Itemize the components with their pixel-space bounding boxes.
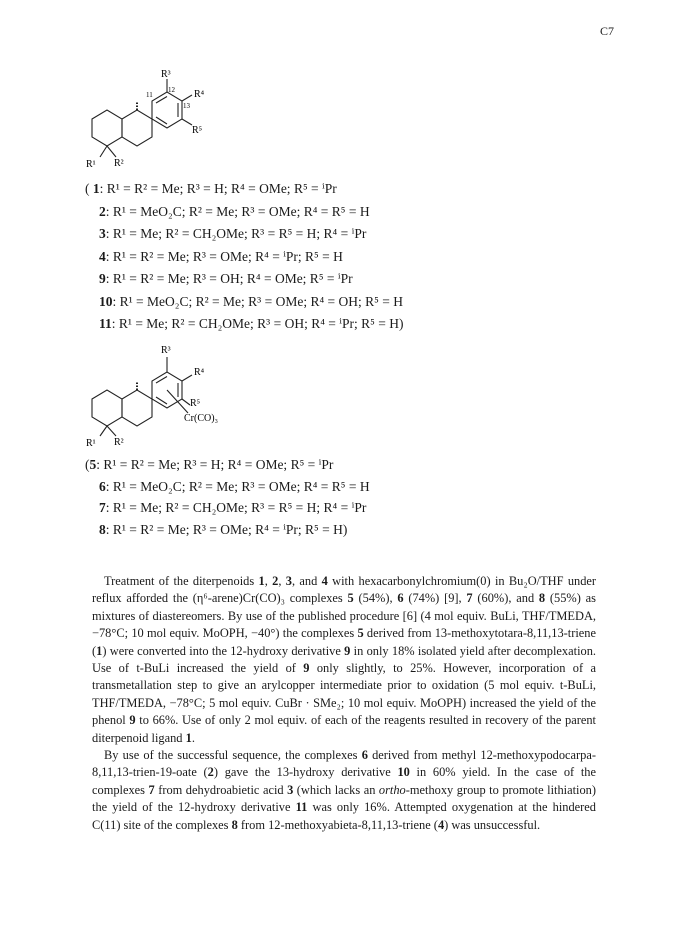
ring-a — [92, 110, 122, 146]
text-run: from dehydroabietic acid — [154, 782, 288, 797]
italic-term: ortho — [378, 782, 406, 797]
compound-substituents: : R¹ = R² = Me; R³ = OMe; R⁴ = ⁱPr; R⁵ = H — [105, 248, 343, 264]
text-run: ) gave the 13-hydroxy derivative — [213, 765, 398, 780]
compound-entry — [85, 521, 370, 543]
compound-entry — [85, 225, 403, 248]
text-run: (74%) [9], — [403, 591, 467, 606]
text-run: only slightly, to 25%. However, incorporation of a transmetallation step to give an arylcopper intermediate prior to oxidation (5 mol equiv. t-BuLi, THF/TMEDA, −78°C; 5 mol equiv. CuBr · SMe₂; 10 mol equiv. MoOPH) increased the yield of the phenol — [92, 661, 596, 728]
text-run: to 66%. Use of only 2 mol equiv. of each of the reagents resulted in recovery of the parent diterpenoid ligand — [92, 713, 596, 745]
ring-b — [122, 110, 152, 146]
compound-number: 8 — [99, 521, 106, 537]
compound-entry — [85, 499, 370, 521]
bracket: ) — [398, 316, 404, 331]
label-12: 12 — [168, 86, 175, 94]
compound-ref: 4 — [321, 574, 328, 588]
label-r5: R⁵ — [190, 398, 201, 409]
text-run: Treatment of the diterpenoids — [104, 574, 259, 588]
compound-ref: 3 — [285, 574, 292, 588]
compound-substituents: : R¹ = R² = Me; R³ = H; R⁴ = OMe; R⁵ = ⁱPr — [96, 457, 334, 472]
text-run: (54%), — [353, 591, 398, 606]
compound-substituents: : R¹ = R² = Me; R³ = OH; R⁴ = OMe; R⁵ = ⁱPr — [105, 271, 353, 286]
compound-substituents: : R¹ = MeO₂C; R² = Me; R³ = OMe; R⁴ = R⁵ = H — [105, 203, 370, 219]
text-run: (60%), and — [472, 591, 539, 606]
compound-number: 6 — [99, 478, 106, 494]
compound-ref: 5 — [347, 591, 354, 606]
compound-substituents: : R¹ = MeO₂C; R² = Me; R³ = OMe; R⁴ = R⁵ = H — [105, 478, 370, 494]
compound-ref: 5 — [357, 626, 364, 641]
compound-ref: 3 — [287, 782, 294, 797]
compound-ref: 9 — [129, 713, 136, 728]
compound-ref: 8 — [231, 817, 238, 832]
compound-list-2 — [85, 456, 370, 542]
compound-ref: 11 — [295, 800, 308, 815]
compound-substituents: : R¹ = Me; R² = CH₂OMe; R³ = OH; R⁴ = ⁱPr; R⁵ = H — [111, 316, 399, 331]
text-run: derived from methyl 12-methoxypodocarpa-8,11,13-trien-19-oate ( — [92, 748, 596, 780]
compound-number: 4 — [99, 248, 106, 264]
compound-ref: 2 — [207, 765, 214, 780]
compound-number: 3 — [99, 226, 106, 241]
compound-ref: 1 — [185, 730, 192, 745]
label-r1: R¹ — [86, 438, 96, 449]
compound-number: 9 — [99, 271, 106, 286]
text-run: (which lacks an — [293, 782, 379, 797]
label-r3: R³ — [161, 69, 171, 80]
compound-entry — [85, 270, 403, 293]
compound-substituents: : R¹ = Me; R² = CH₂OMe; R³ = R⁵ = H; R⁴ = ⁱPr — [105, 226, 367, 241]
compound-ref: 6 — [361, 748, 368, 763]
text-run: was only 16%. Attempted oxygenation at the hindered C(11) site of the complexes — [92, 800, 596, 832]
label-r4: R⁴ — [194, 89, 205, 100]
compound-ref: 6 — [397, 591, 404, 606]
compound-entry — [85, 248, 403, 271]
label-r5: R⁵ — [192, 125, 203, 136]
text-run: , — [278, 574, 286, 588]
page-number: C7 — [599, 24, 614, 38]
compound-ref: 4 — [437, 817, 445, 832]
compound-number: 1 — [92, 181, 100, 196]
text-run: (55%) as mixtures of diastereomers. By use of the published procedure [6] (4 mol equiv. BuLi, THF/TMEDA, −78°C; 10 mol equiv. MoOPH, −40°) the complexes — [92, 591, 596, 641]
text-run: derived from 13-methoxytotara-8,11,13-triene ( — [92, 626, 596, 658]
label-11: 11 — [146, 91, 153, 99]
text-run: from 12-methoxyabieta-8,11,13-triene ( — [237, 817, 438, 832]
bracket: ( — [85, 457, 90, 472]
compound-substituents: : R¹ = R² = Me; R³ = H; R⁴ = OMe; R⁵ = ⁱPr — [99, 181, 337, 196]
compound-ref: 10 — [397, 765, 410, 780]
body-text — [92, 573, 596, 834]
structure-diagram-2 — [70, 333, 270, 458]
compound-ref: 2 — [272, 574, 279, 588]
structure-diagram-1 — [70, 55, 270, 185]
compound-number: 5 — [89, 457, 97, 472]
label-r2: R² — [114, 437, 124, 448]
compound-ref: 9 — [344, 643, 351, 658]
compound-number: 7 — [99, 500, 106, 515]
text-run: -methoxy group to promote lithiation) the yield of the 12-hydroxy derivative — [92, 782, 596, 815]
compound-ref: 1 — [96, 643, 103, 658]
compound-entry — [85, 293, 403, 316]
text-run: in 60% yield. In the case of the complexes — [92, 765, 596, 797]
text-run: By use of the successful sequence, the complexes — [104, 748, 362, 763]
text-run: , and — [291, 574, 322, 588]
compound-substituents: : R¹ = R² = Me; R³ = OMe; R⁴ = ⁱPr; R⁵ = H — [105, 521, 343, 537]
text-run: , — [264, 574, 273, 588]
bracket: ( — [85, 181, 93, 196]
compound-substituents: : R¹ = Me; R² = CH₂OMe; R³ = R⁵ = H; R⁴ = ⁱPr — [105, 500, 367, 515]
text-run: with hexacarbonylchromium(0) in Bu₂O/THF under reflux afforded the (η⁶-arene)Cr(CO)₃ complexes — [92, 574, 597, 606]
compound-number: 2 — [99, 203, 106, 219]
text-run: ) were converted into the 12-hydroxy derivative — [102, 643, 345, 658]
label-r2: R² — [114, 158, 124, 169]
label-r1: R¹ — [86, 159, 96, 170]
label-13: 13 — [183, 102, 190, 110]
compound-ref: 9 — [303, 661, 310, 676]
label-crco3: Cr(CO)₃ — [184, 413, 219, 424]
compound-ref: 7 — [466, 591, 473, 606]
compound-ref: 7 — [148, 782, 155, 797]
bracket: ) — [342, 521, 348, 537]
text-run: ) was unsuccessful. — [444, 817, 541, 832]
paragraph-1 — [92, 573, 596, 747]
paragraph-2 — [92, 747, 596, 834]
compound-list-1 — [85, 180, 403, 338]
compound-entry — [85, 180, 403, 203]
compound-entry — [85, 203, 403, 226]
compound-substituents: : R¹ = MeO₂C; R² = Me; R³ = OMe; R⁴ = OH; R⁵ = H — [112, 293, 403, 309]
compound-number: 10 — [99, 293, 113, 309]
text-run: in only 18% isolated yield after decomplexation. Use of t-BuLi increased the yield of — [92, 643, 596, 676]
compound-ref: 1 — [258, 574, 265, 588]
label-r4: R⁴ — [194, 367, 205, 378]
compound-number: 11 — [99, 316, 112, 331]
compound-entry — [85, 456, 370, 478]
compound-entry — [85, 478, 370, 500]
text-run: . — [191, 730, 195, 745]
compound-ref: 8 — [538, 591, 546, 606]
label-r3: R³ — [161, 345, 171, 356]
